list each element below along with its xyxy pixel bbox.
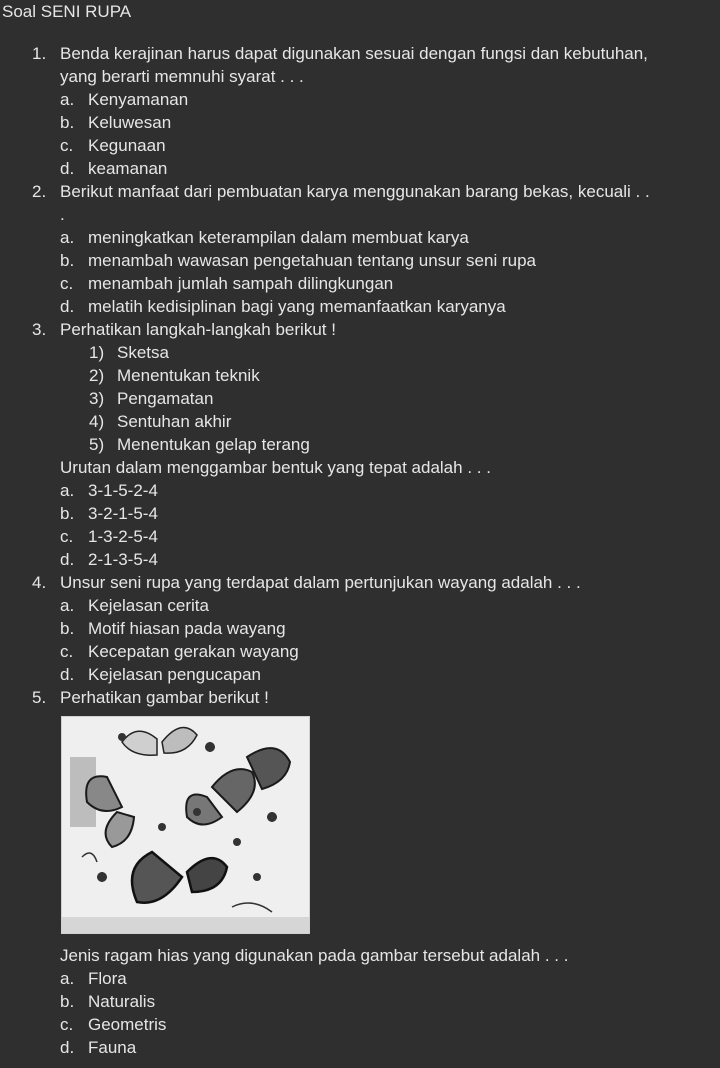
question-number: 1. xyxy=(32,44,47,63)
step-item: 5) Menentukan gelap terang xyxy=(89,435,310,454)
option-c[interactable]: c. 1-3-2-5-4 xyxy=(60,527,158,546)
option-d[interactable]: d. 2-1-3-5-4 xyxy=(60,550,158,569)
question-prompt: Jenis ragam hias yang digunakan pada gambar tersebut adalah . . . xyxy=(60,946,569,965)
question-1 xyxy=(32,42,718,180)
batik-pattern-illustration xyxy=(62,717,309,933)
option-a[interactable]: a. Flora xyxy=(60,969,127,988)
batik-butterfly-image xyxy=(61,716,310,934)
option-a[interactable]: a. 3-1-5-2-4 xyxy=(60,481,158,500)
page-title: Soal SENI RUPA xyxy=(2,2,132,21)
question-2 xyxy=(32,180,718,318)
step-item: 2) Menentukan teknik xyxy=(89,366,260,385)
question-4 xyxy=(32,571,718,686)
question-3 xyxy=(32,318,718,571)
question-5-continued xyxy=(32,944,718,1059)
question-text-continued: yang berarti memnuhi syarat . . . xyxy=(60,67,304,86)
option-a[interactable]: a. Kenyamanan xyxy=(60,90,189,109)
option-c[interactable]: c. Kegunaan xyxy=(60,136,166,155)
question-text: Unsur seni rupa yang terdapat dalam pertunjukan wayang adalah . . . xyxy=(60,573,581,592)
option-list xyxy=(32,479,718,571)
step-item: 1) Sketsa xyxy=(89,343,169,362)
question-text: Perhatikan gambar berikut ! xyxy=(60,688,269,707)
question-number: 5. xyxy=(32,688,47,707)
question-text: Berikut manfaat dari pembuatan karya menggunakan barang bekas, kecuali . . xyxy=(60,182,650,201)
option-a[interactable]: a. Kejelasan cerita xyxy=(60,596,209,615)
question-text: Perhatikan langkah-langkah berikut ! xyxy=(60,320,336,339)
step-item: 3) Pengamatan xyxy=(89,389,214,408)
option-d[interactable]: d. melatih kedisiplinan bagi yang memanfaatkan karyanya xyxy=(60,297,506,316)
option-b[interactable]: b. Naturalis xyxy=(60,992,156,1011)
option-d[interactable]: d. Kejelasan pengucapan xyxy=(60,665,261,684)
option-b[interactable]: b. 3-2-1-5-4 xyxy=(60,504,158,523)
option-d[interactable]: d. keamanan xyxy=(60,159,168,178)
option-d[interactable]: d. Fauna xyxy=(60,1038,137,1057)
option-c[interactable]: c. Kecepatan gerakan wayang xyxy=(60,642,299,661)
option-list xyxy=(32,594,718,686)
question-5 xyxy=(32,686,718,709)
question-prompt: Urutan dalam menggambar bentuk yang tepat adalah . . . xyxy=(60,458,491,477)
option-b[interactable]: b. Keluwesan xyxy=(60,113,172,132)
question-number: 3. xyxy=(32,320,47,339)
step-list xyxy=(32,341,718,456)
option-c[interactable]: c. menambah jumlah sampah dilingkungan xyxy=(60,274,394,293)
question-number: 4. xyxy=(32,573,47,592)
option-list xyxy=(32,967,718,1059)
option-b[interactable]: b. menambah wawasan pengetahuan tentang unsur seni rupa xyxy=(60,251,536,270)
option-b[interactable]: b. Motif hiasan pada wayang xyxy=(60,619,286,638)
option-c[interactable]: c. Geometris xyxy=(60,1015,167,1034)
step-item: 4) Sentuhan akhir xyxy=(89,412,232,431)
question-number: 2. xyxy=(32,182,47,201)
option-list xyxy=(32,226,718,318)
option-a[interactable]: a. meningkatkan keterampilan dalam membuat karya xyxy=(60,228,469,247)
option-list xyxy=(32,88,718,180)
question-text: Benda kerajinan harus dapat digunakan sesuai dengan fungsi dan kebutuhan, xyxy=(60,44,648,63)
question-text-continued: . xyxy=(60,205,65,224)
